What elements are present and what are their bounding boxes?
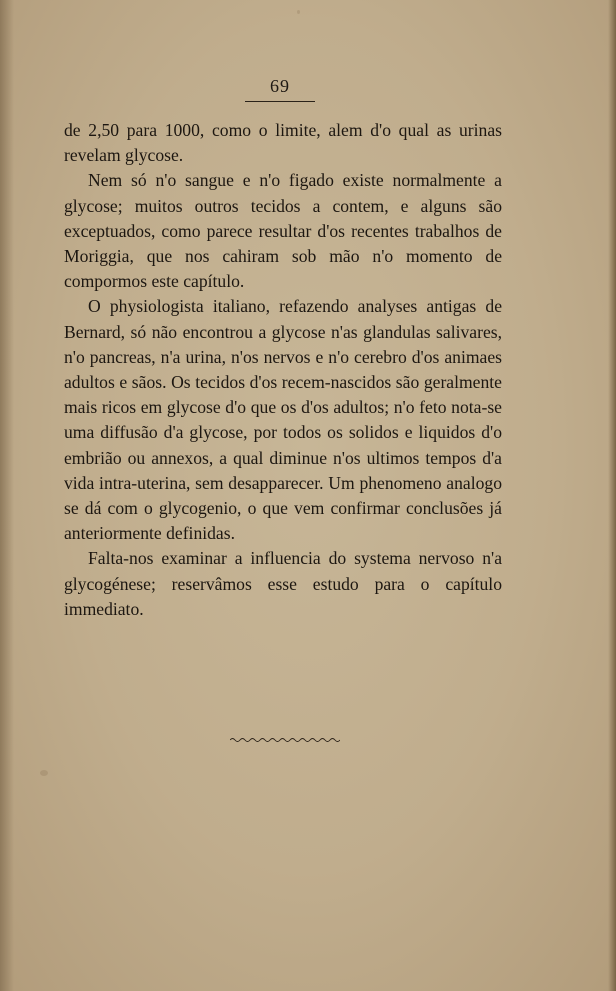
paragraph: O physiologista italiano, refazendo analyses antigas de Bernard, só não encontrou a glycose n'as glandulas salivares, n'o pancreas, n'a urina, n'os nervos e n'o cerebro d'os animaes adultos e sãos. Os tecidos d'os recem-nascidos são geralmente mais ricos em glycose d'o que os d'os adultos; n'o feto nota-se uma diffusão d'a glycose, por todos os solidos e liquidos d'o embrião ou annexos, a qual diminue n'os ultimos tempos d'a vida intra-uterina, sem desapparecer. Um phenomeno analogo se dá com o glycogenio, o que vem confirmar conclusões já anteriormente definidas. — [64, 296, 502, 544]
page-number: 69 — [270, 76, 290, 96]
paragraph: Nem só n'o sangue e n'o figado existe normalmente a glycose; muitos outros tecidos a contem, e alguns são exceptuados, como parece resultar d'os recentes trabalhos de Moriggia, que nos cahiram sob mão n'o momento de compormos este capítulo. — [64, 170, 502, 292]
page-edge-shadow-left — [0, 0, 14, 991]
paper-stain — [40, 770, 48, 776]
page-number-rule — [245, 101, 315, 102]
paragraph: Falta-nos examinar a influencia do systema nervoso n'a glycogénese; reservâmos esse estudo para o capítulo immediato. — [64, 548, 502, 619]
body-text — [64, 118, 502, 622]
paragraph-continuation: de 2,50 para 1000, como o limite, alem d'o qual as urinas revelam glycose. — [64, 120, 502, 166]
paper-stain — [297, 10, 300, 14]
wavy-rule-ornament — [230, 735, 340, 745]
page-edge-shadow-right — [608, 0, 616, 991]
